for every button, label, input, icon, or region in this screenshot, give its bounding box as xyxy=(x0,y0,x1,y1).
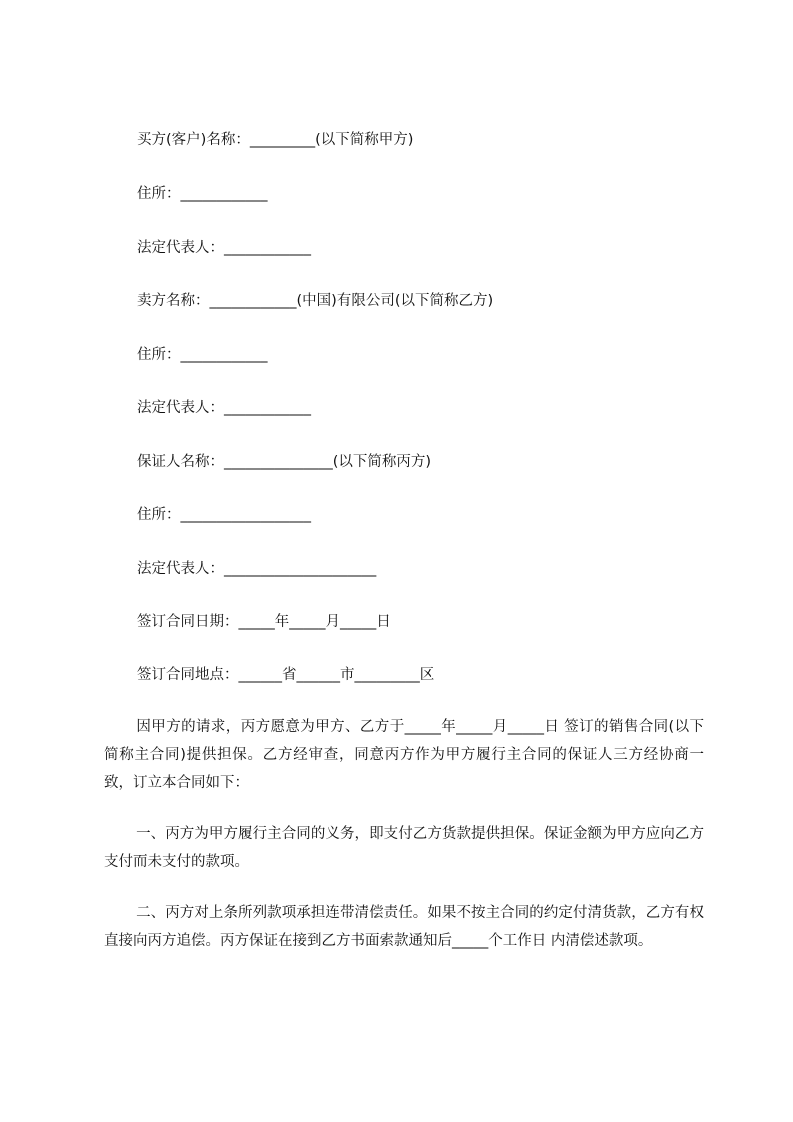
signing-place-line: 签订合同地点：______省______市_________区 xyxy=(137,667,435,683)
seller-legal-rep-line: 法定代表人：____________ xyxy=(137,400,311,416)
signing-date-line: 签订合同日期：_____年_____月_____日 xyxy=(137,614,391,630)
guarantor-legal-rep-line: 法定代表人：_____________________ xyxy=(137,561,377,577)
clause-two-text: 二、丙方对上条所列款项承担连带清偿责任。如果不按主合同的约定付清货款，乙方有权直接向丙方追偿。丙方保证在接到乙方书面索款通知后_____个工作日 内清偿述款项。 xyxy=(104,905,704,949)
clause-two-paragraph xyxy=(104,899,704,955)
seller-name-line: 卖方名称：____________(中国)有限公司(以下简称乙方) xyxy=(137,293,494,309)
guarantor-name-line: 保证人名称：_______________(以下简称丙方) xyxy=(137,454,432,470)
intro-paragraph-text: 因甲方的请求，丙方愿意为甲方、乙方于_____年_____月_____日 签订的销售合同(以下简称主合同)提供担保。乙方经审查，同意丙方作为甲方履行主合同的保证人三方经协商一致，订立本合同如下： xyxy=(104,719,704,791)
seller-address-line: 住所：____________ xyxy=(137,347,268,363)
intro-paragraph xyxy=(104,713,704,797)
clause-one-paragraph xyxy=(104,820,704,876)
clause-one-text: 一、丙方为甲方履行主合同的义务，即支付乙方货款提供担保。保证金额为甲方应向乙方支付而未支付的款项。 xyxy=(104,826,704,870)
guarantor-address-line: 住所：__________________ xyxy=(137,507,311,523)
buyer-address-line: 住所：____________ xyxy=(137,186,268,202)
buyer-legal-rep-line: 法定代表人：____________ xyxy=(137,240,311,256)
buyer-name-line: 买方(客户)名称：_________(以下简称甲方) xyxy=(137,132,414,148)
